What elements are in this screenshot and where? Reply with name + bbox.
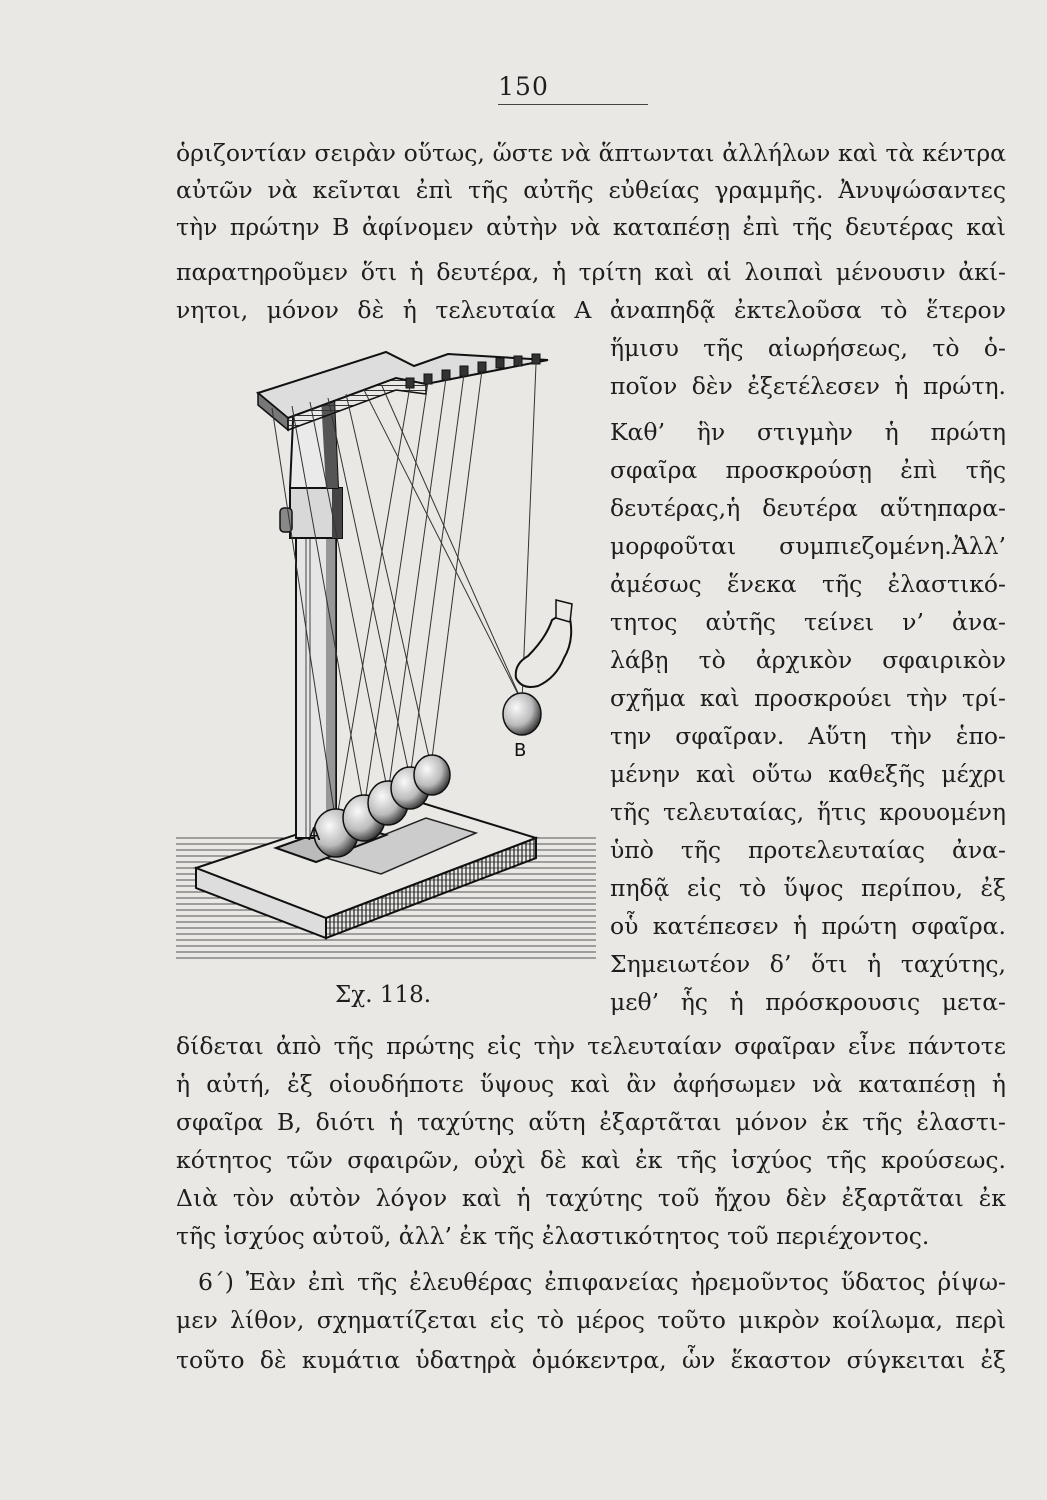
figure-caption: Σχ. 118. (335, 982, 432, 1008)
text-line: ὁριζοντίαν σειρὰν οὕτως, ὥστε νὰ ἅπτωνται ἀλλήλων καὶ τὰ κέντρα (176, 139, 1006, 167)
text-line: μένην καὶ οὕτω καθεξῆς μέχρι (610, 760, 1006, 788)
text-line: μορφοῦται συμπιεζομένη.Ἀλλ’ (610, 532, 1006, 560)
text-line: δευτέρας,ἡ δευτέρα αὕτηπαρα- (610, 494, 1006, 522)
text-line: Διὰ τὸν αὐτὸν λόγον καὶ ἡ ταχύτης τοῦ ἤχου δὲν ἐξαρτᾶται ἐκ (176, 1184, 1006, 1212)
text-line: ποῖον δὲν ἐξετέλεσεν ἡ πρώτη. (610, 372, 1006, 400)
text-line: Σημειωτέον δ’ ὅτι ἡ ταχύτης, (610, 950, 1006, 978)
page-number: 150 (498, 72, 549, 101)
text-line: λάβῃ τὸ ἀρχικὸν σφαιρικὸν (610, 646, 1006, 674)
text-line: ἀμέσως ἕνεκα τῆς ἐλαστικό- (610, 570, 1006, 598)
text-line: σφαῖρα προσκρούσῃ ἐπὶ τῆς (610, 456, 1006, 484)
page-number-rule (498, 104, 648, 105)
text-line: οὗ κατέπεσεν ἡ πρώτη σφαῖρα. (610, 912, 1006, 940)
text-line: ὑπὸ τῆς προτελευταίας ἀνα- (610, 836, 1006, 864)
text-line: τοῦτο δὲ κυμάτια ὑδατηρὰ ὁμόκεντρα, ὧν ἕκαστον σύγκειται ἐξ (176, 1346, 1006, 1374)
text-line: νητοι, μόνον δὲ ἡ τελευταία Α ἀναπηδᾷ ἐκτελοῦσα τὸ ἕτερον (176, 296, 1006, 324)
text-line: την σφαῖραν. Αὕτη τὴν ἑπο- (610, 722, 1006, 750)
text-line: σφαῖρα Β, διότι ἡ ταχύτης αὕτη ἐξαρτᾶται μόνον ἐκ τῆς ἐλαστι- (176, 1108, 1006, 1136)
text-line: αὐτῶν νὰ κεῖνται ἐπὶ τῆς αὐτῆς εὐθείας γραμμῆς. Ἀνυψώσαντες (176, 176, 1006, 204)
text-line: δίδεται ἀπὸ τῆς πρώτης εἰς τὴν τελευταίαν σφαῖραν εἶνε πάντοτε (176, 1032, 1006, 1060)
text-line: μεθ’ ἧς ἡ πρόσκρουσις μετα- (610, 988, 1006, 1016)
text-line: τῆς τελευταίας, ἥτις κρουομένη (610, 798, 1006, 826)
text-line: τῆς ἰσχύος αὐτοῦ, ἀλλ’ ἐκ τῆς ἐλαστικότητος τοῦ περιέχοντος. (176, 1222, 930, 1250)
text-line: τὴν πρώτην Β ἀφίνομεν αὐτὴν νὰ καταπέσῃ ἐπὶ τῆς δευτέρας καὶ (176, 213, 1006, 241)
text-line: παρατηροῦμεν ὅτι ἡ δευτέρα, ἡ τρίτη καὶ αἱ λοιπαὶ μένουσιν ἀκί- (176, 258, 1006, 286)
text-line: κότητος τῶν σφαιρῶν, οὐχὶ δὲ καὶ ἐκ τῆς ἰσχύος τῆς κρούσεως. (176, 1146, 1006, 1174)
label-a: A (308, 824, 321, 845)
figure-newtons-cradle (176, 338, 596, 978)
label-b: B (514, 740, 527, 761)
text-line: ἥμισυ τῆς αἰωρήσεως, τὸ ὁ- (610, 334, 1006, 362)
text-line: πηδᾷ εἰς τὸ ὕψος περίπου, ἐξ (610, 874, 1006, 902)
text-line: σχῆμα καὶ προσκρούει τὴν τρί- (610, 684, 1006, 712)
text-line: ἡ αὐτή, ἐξ οἱουδήποτε ὕψους καὶ ἂν ἀφήσωμεν νὰ καταπέσῃ ἡ (176, 1070, 1006, 1098)
text-line: Καθ’ ἣν στιγμὴν ἡ πρώτη (610, 418, 1006, 446)
text-line: 6΄) Ἐὰν ἐπὶ τῆς ἐλευθέρας ἐπιφανείας ἠρεμοῦντος ὕδατος ῥίψω- (198, 1268, 1006, 1296)
newtons-cradle-illustration (176, 338, 596, 978)
text-line: μεν λίθον, σχηματίζεται εἰς τὸ μέρος τοῦτο μικρὸν κοίλωμα, περὶ (176, 1306, 1006, 1334)
text-line: τητος αὐτῆς τείνει ν’ ἀνα- (610, 608, 1006, 636)
